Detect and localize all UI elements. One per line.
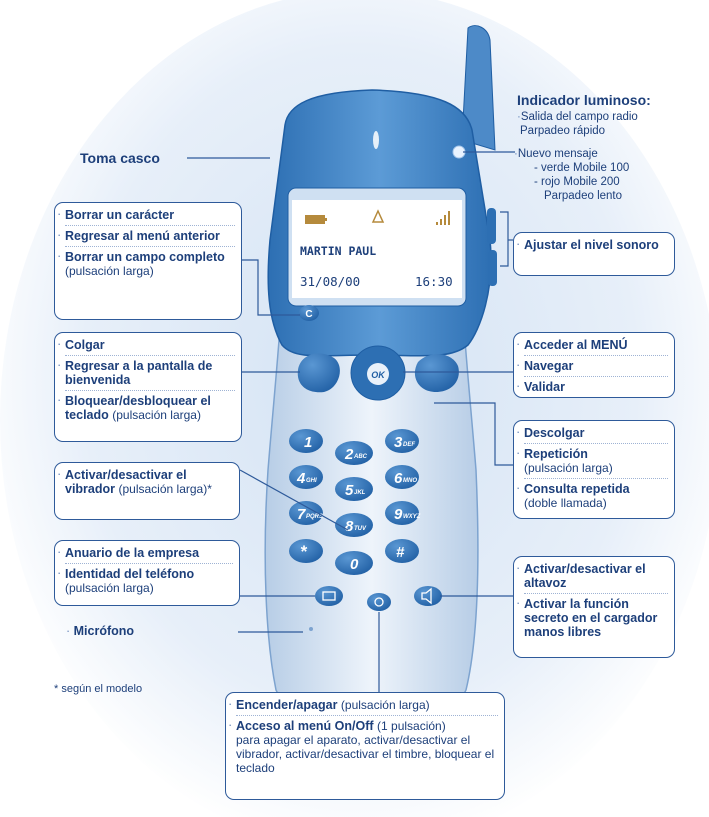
directory-callout xyxy=(54,540,240,606)
callout-item: · Validar xyxy=(524,380,668,394)
call-key xyxy=(415,354,459,392)
key-8 xyxy=(335,513,373,537)
volume-callout xyxy=(513,232,675,276)
battery-icon xyxy=(305,215,325,224)
key-9-letters: WXYZ xyxy=(403,514,421,520)
callout-item: · Ajustar el nivel sonoro xyxy=(524,238,668,252)
key-4 xyxy=(289,465,323,489)
side-button-down xyxy=(488,250,497,286)
callout-item: · Bloquear/desbloquear el teclado (pulsación larga) xyxy=(65,394,235,422)
clear-key-label: C xyxy=(305,309,313,320)
callout-item: · Regresar al menú anterior xyxy=(65,229,235,243)
power-key xyxy=(367,593,391,611)
key-2 xyxy=(335,441,373,465)
key-7-label: 7 xyxy=(297,506,306,523)
key-3-label: 3 xyxy=(394,434,403,451)
key-6-label: 6 xyxy=(394,470,403,487)
indicator-line-5: - rojo Mobile 200 xyxy=(534,176,620,188)
callout-item: · Colgar xyxy=(65,338,235,352)
microphone-hole xyxy=(309,627,313,631)
callout-item: · Descolgar xyxy=(524,426,668,440)
footnote: * según el modelo xyxy=(54,683,143,695)
callout-item: · Activar/desactivar el altavoz xyxy=(524,562,668,590)
earpiece xyxy=(373,131,379,149)
display-time: 16:30 xyxy=(415,274,453,289)
key-5-letters: JKL xyxy=(354,490,366,496)
callout-item: · Activar la función secreto en el cargador manos libres xyxy=(524,597,668,639)
callout-item: · Acceder al MENÚ xyxy=(524,338,668,352)
side-button-up xyxy=(487,208,496,244)
indicator-line-3: ·Nuevo mensaje xyxy=(514,148,598,160)
navigation-callout xyxy=(513,332,675,398)
indicator-line-4: - verde Mobile 100 xyxy=(534,162,630,174)
power-key-callout xyxy=(225,692,505,800)
display-date: 31/08/00 xyxy=(300,274,361,289)
key-2-letters: ABC xyxy=(354,454,367,460)
ok-key-label: OK xyxy=(371,370,385,380)
key-6-letters: MNO xyxy=(403,478,417,484)
key-5 xyxy=(335,477,373,501)
callout-item: · Identidad del teléfono (pulsación larga) xyxy=(65,567,233,595)
callout-item: · Borrar un campo completo (pulsación larga) xyxy=(65,250,235,278)
key-0-label: 0 xyxy=(350,556,359,573)
key-3-letters: DEF xyxy=(403,442,415,448)
microphone-label: · Micrófono xyxy=(66,624,135,638)
hangup-key xyxy=(298,353,340,392)
vibrator-callout xyxy=(54,462,240,520)
key-4-label: 4 xyxy=(297,470,306,487)
callout-item: · Repetición (pulsación larga) xyxy=(524,447,668,475)
speaker-key xyxy=(414,586,442,606)
callout-item: · Encender/apagar (pulsación larga) xyxy=(236,698,498,712)
indicator-line-2: Parpadeo rápido xyxy=(520,125,606,137)
key-1-label: 1 xyxy=(304,434,313,451)
callout-item: · Acceso al menú On/Off (1 pulsación) para apagar el aparato, activar/desactivar el vibrador, activar/desactivar el timbre, bloquear el teclado xyxy=(236,719,498,775)
callout-item: · Navegar xyxy=(524,359,668,373)
key-5-label: 5 xyxy=(345,482,354,499)
directory-key xyxy=(315,586,343,606)
callout-item: · Borrar un carácter xyxy=(65,208,235,222)
callout-item: · Activar/desactivar el vibrador (pulsación larga)* xyxy=(65,468,233,496)
key-star-label: * xyxy=(300,542,307,561)
key-9-label: 9 xyxy=(394,506,403,523)
key-hash-label: # xyxy=(396,544,405,561)
indicator-title: Indicador luminoso: xyxy=(517,92,651,108)
key-8-label: 8 xyxy=(345,518,354,535)
callout-item: · Regresar a la pantalla de bienvenida xyxy=(65,359,235,387)
headset-socket-label: Toma casco xyxy=(80,150,160,166)
indicator-line-1: ·Salida del campo radio xyxy=(517,111,638,123)
callout-item: · Consulta repetida (doble llamada) xyxy=(524,482,668,510)
indicator-line-6: Parpadeo lento xyxy=(544,190,623,202)
speaker-callout xyxy=(513,556,675,658)
call-key-callout xyxy=(513,420,675,519)
key-2-label: 2 xyxy=(345,446,354,463)
key-8-letters: TUV xyxy=(354,526,366,532)
display-caller-name: MARTIN PAUL xyxy=(300,244,377,258)
hangup-key-callout xyxy=(54,332,242,442)
key-7-letters: PQRS xyxy=(306,514,324,520)
callout-item: · Anuario de la empresa xyxy=(65,546,233,560)
key-4-letters: GHI xyxy=(306,478,317,484)
clear-key-callout xyxy=(54,202,242,320)
